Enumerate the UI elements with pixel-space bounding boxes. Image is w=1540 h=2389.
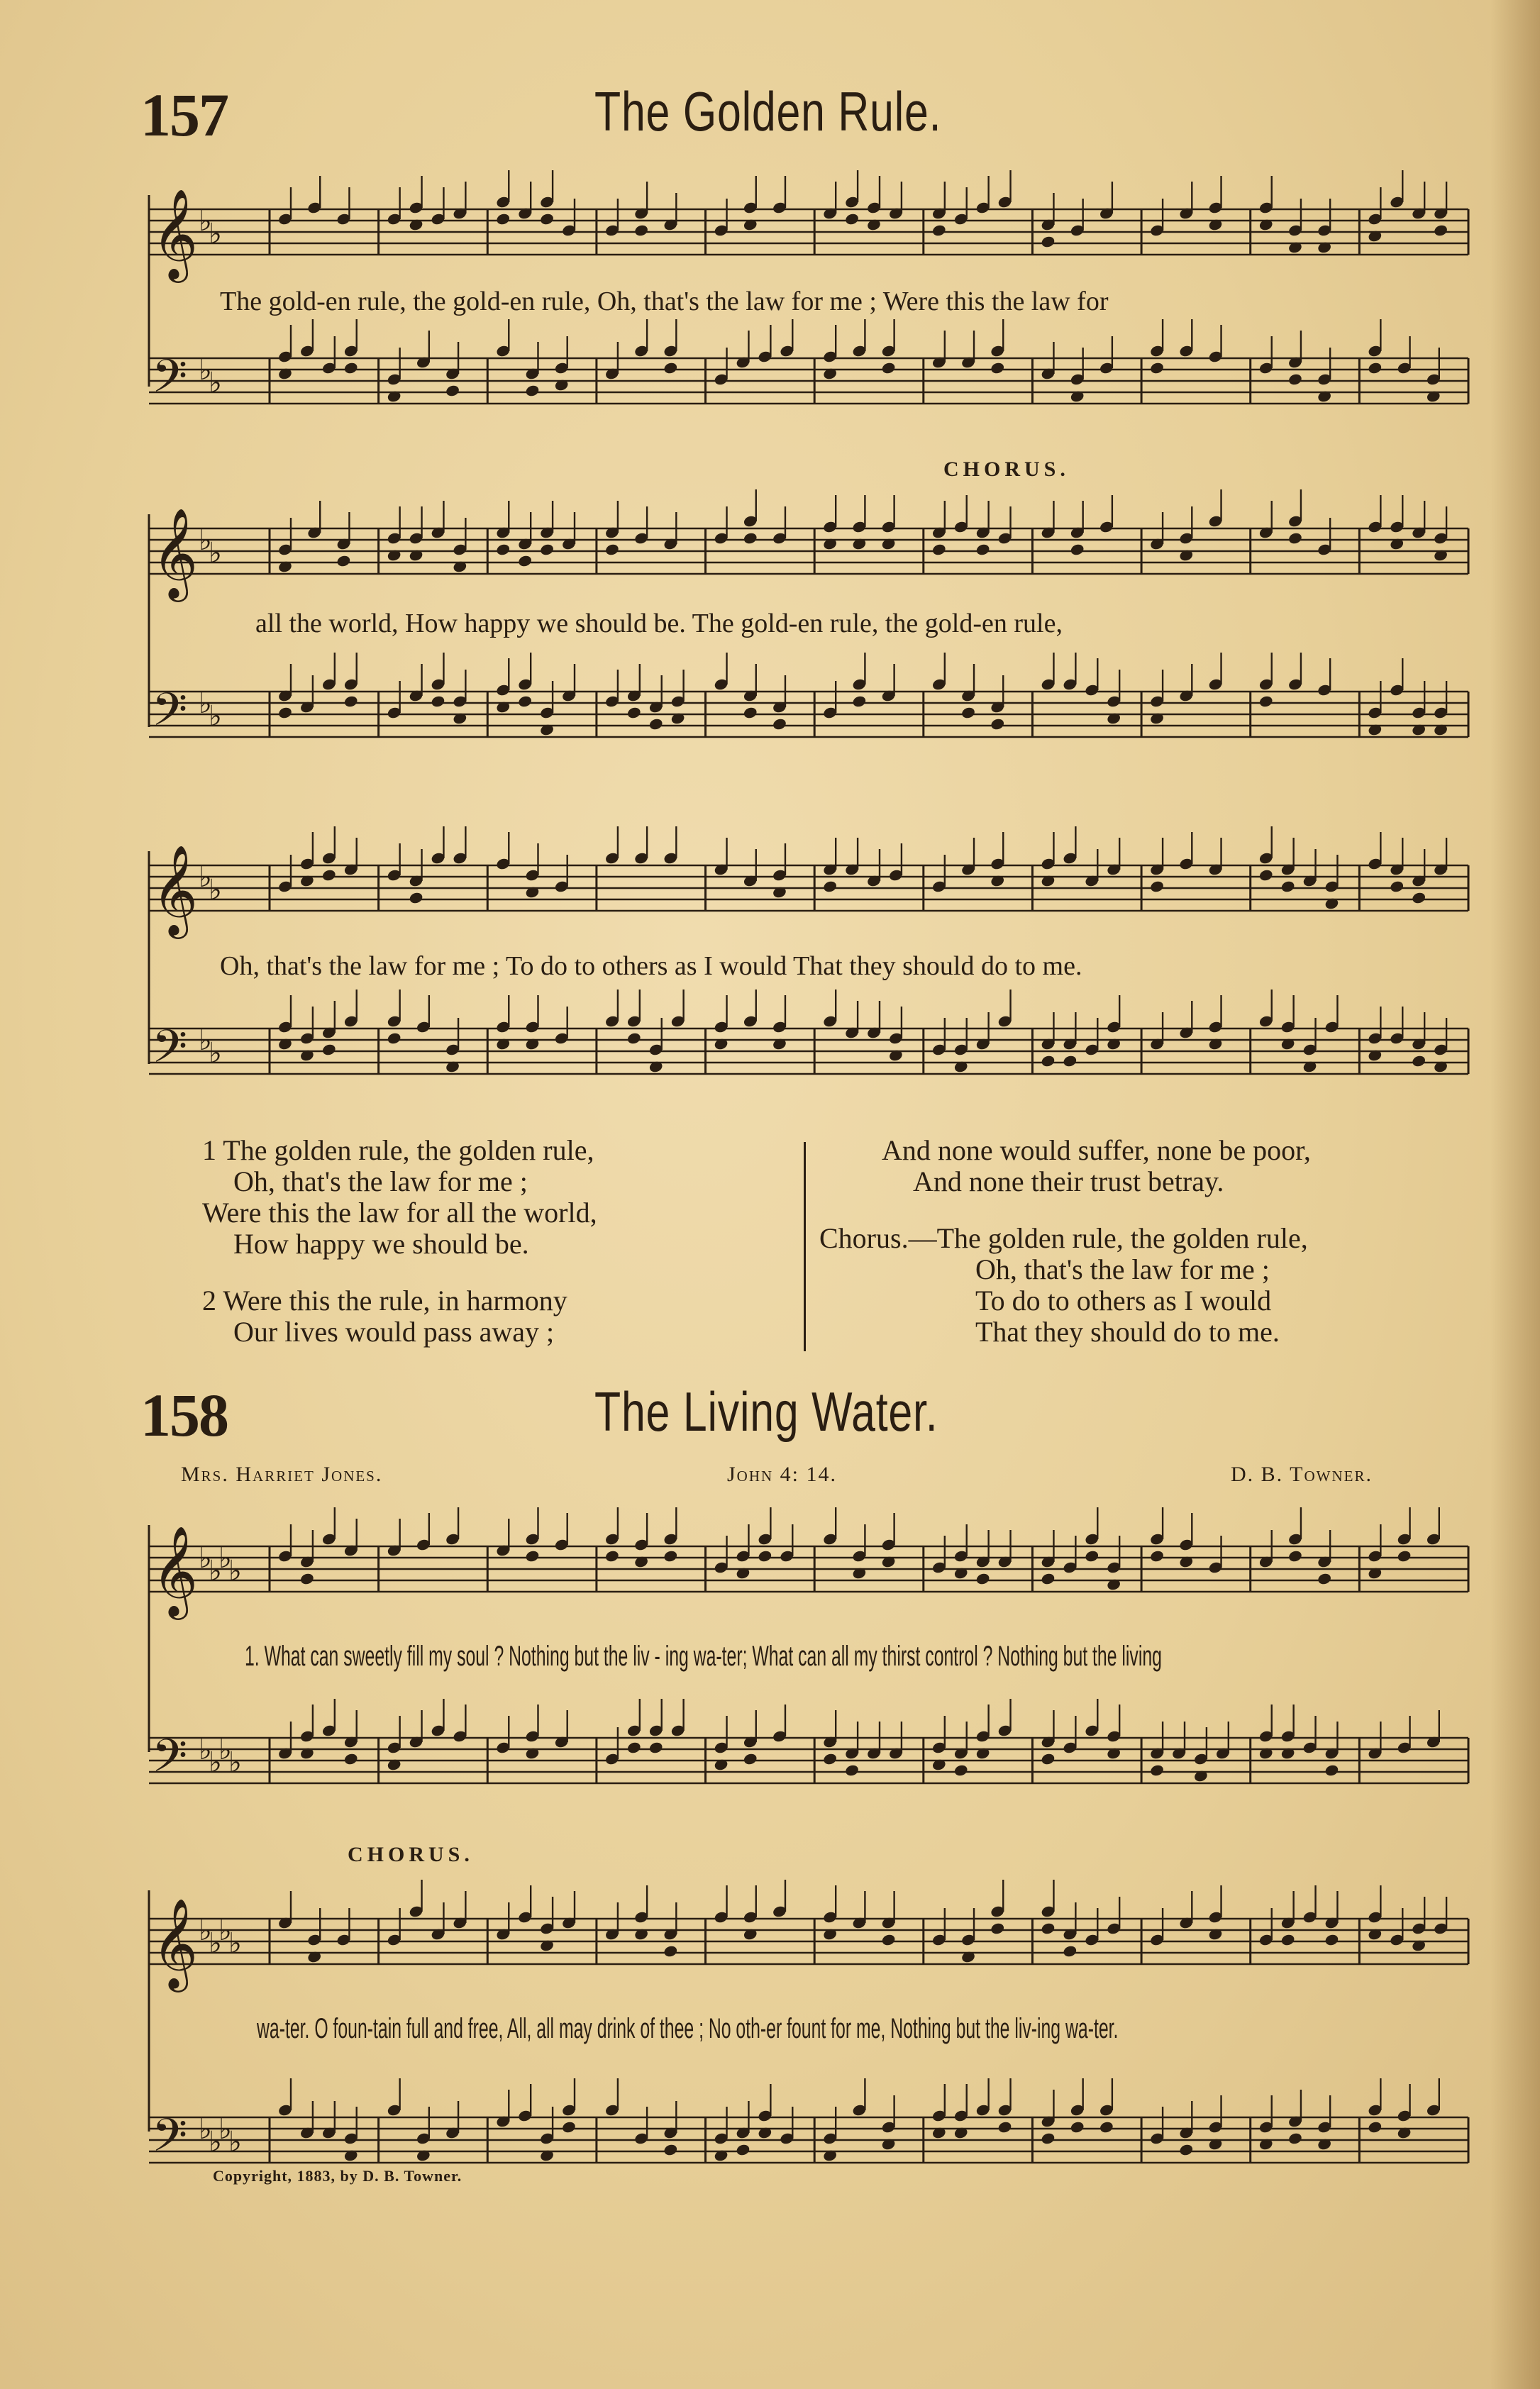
flat-sign: ♭ bbox=[199, 205, 212, 238]
note-head bbox=[1041, 1572, 1056, 1585]
note-head bbox=[1287, 372, 1303, 386]
note-head bbox=[633, 223, 649, 237]
lyrics-line: 1. What can sweetly fill my soul ? Nothing but the liv - ing wa-ter; What can all my thirst control ? Nothing but the living bbox=[245, 1641, 1162, 1672]
note-head bbox=[539, 543, 555, 556]
note-head bbox=[663, 1944, 678, 1958]
note-head bbox=[1041, 1922, 1056, 1935]
treble-clef: 𝄞 bbox=[152, 507, 199, 598]
bass-clef: 𝄢 bbox=[152, 1021, 188, 1085]
flat-sign: ♭ bbox=[209, 874, 222, 907]
note-head bbox=[743, 531, 758, 545]
flat-sign: ♭ bbox=[209, 1927, 222, 1960]
lyrics-line: all the world, How happy we should be. The gold-en rule, the gold-en rule, bbox=[255, 609, 1063, 638]
hymn-title: The Living Water. bbox=[594, 1380, 938, 1443]
flat-sign: ♭ bbox=[209, 1746, 222, 1779]
treble-clef: 𝄞 bbox=[152, 188, 199, 279]
copyright-notice: Copyright, 1883, by D. B. Towner. bbox=[213, 2167, 462, 2185]
note-head bbox=[1041, 235, 1056, 248]
lyrics-line: wa-ter. O foun-tain full and free, All, all may drink of thee ; No oth-er fount for me, Nothing but the liv-ing wa-ter. bbox=[257, 2013, 1119, 2044]
note-head bbox=[525, 1549, 541, 1563]
note-head bbox=[321, 868, 337, 882]
note-head bbox=[277, 706, 293, 719]
note-head bbox=[931, 543, 947, 556]
flat-sign: ♭ bbox=[218, 1734, 232, 1766]
note-head bbox=[1397, 1549, 1412, 1563]
note-head bbox=[852, 694, 868, 708]
note-head bbox=[604, 543, 620, 556]
verse-divider bbox=[804, 1142, 806, 1351]
note-head bbox=[539, 212, 555, 226]
note-head bbox=[648, 717, 664, 731]
note-head bbox=[1433, 223, 1448, 237]
chorus-label: CHORUS. bbox=[348, 1843, 474, 1866]
verse-line: And none would suffer, none be poor, bbox=[882, 1134, 1311, 1166]
note-head bbox=[409, 891, 424, 904]
bass-clef: 𝄢 bbox=[152, 684, 188, 748]
flat-sign: ♭ bbox=[209, 1555, 222, 1587]
treble-staff bbox=[149, 1880, 1468, 1992]
note-head bbox=[1063, 1944, 1078, 1958]
note-head bbox=[336, 554, 352, 567]
note-head bbox=[990, 1922, 1005, 1935]
flat-sign: ♭ bbox=[209, 2126, 222, 2158]
verse-line: 2 Were this the rule, in harmony bbox=[202, 1285, 567, 1317]
note-head bbox=[1149, 1549, 1165, 1563]
verse-text-left bbox=[202, 1135, 597, 1348]
note-head bbox=[758, 1549, 773, 1563]
hymn-number: 157 bbox=[140, 81, 228, 149]
note-head bbox=[604, 1549, 620, 1563]
flat-sign: ♭ bbox=[199, 524, 212, 557]
note-head bbox=[990, 361, 1005, 375]
verse-line: How happy we should be. bbox=[233, 1228, 529, 1260]
hymn-number: 158 bbox=[140, 1381, 228, 1449]
lyrics-line: The gold-en rule, the gold-en rule, Oh, that's the law for me ; Were this the law for bbox=[220, 287, 1109, 316]
note-head bbox=[1041, 2132, 1056, 2145]
page-edge-shadow bbox=[1490, 0, 1540, 2389]
note-head bbox=[1149, 1763, 1165, 1777]
note-head bbox=[1411, 891, 1427, 904]
composer-credit: D. B. Towner. bbox=[1231, 1463, 1373, 1486]
note-head bbox=[990, 717, 1005, 731]
flat-sign: ♭ bbox=[209, 1037, 222, 1070]
note-head bbox=[1324, 1763, 1340, 1777]
note-head bbox=[1258, 868, 1274, 882]
note-head bbox=[517, 554, 533, 567]
bass-clef: 𝄢 bbox=[152, 1730, 188, 1794]
note-head bbox=[387, 1031, 402, 1045]
note-head bbox=[1287, 531, 1303, 545]
bass-clef: 𝄢 bbox=[152, 350, 188, 414]
flat-sign: ♭ bbox=[209, 367, 222, 399]
note-head bbox=[517, 694, 533, 708]
scripture-reference: John 4: 14. bbox=[727, 1463, 838, 1486]
bass-staff bbox=[149, 1699, 1468, 1794]
note-head bbox=[1389, 880, 1405, 893]
note-head bbox=[881, 1933, 897, 1946]
note-head bbox=[343, 694, 359, 708]
note-head bbox=[822, 880, 838, 893]
note-head bbox=[1149, 361, 1165, 375]
note-head bbox=[1368, 361, 1383, 375]
flat-sign: ♭ bbox=[228, 1555, 242, 1587]
note-head bbox=[960, 706, 976, 719]
note-head bbox=[1287, 2132, 1303, 2145]
note-head bbox=[343, 1752, 359, 1766]
note-head bbox=[743, 706, 758, 719]
note-head bbox=[663, 361, 678, 375]
note-head bbox=[495, 212, 511, 226]
bass-clef: 𝄢 bbox=[152, 2110, 188, 2173]
note-head bbox=[1280, 880, 1296, 893]
note-head bbox=[343, 361, 359, 375]
note-head bbox=[1084, 1549, 1099, 1563]
note-head bbox=[1070, 543, 1085, 556]
flat-sign: ♭ bbox=[218, 1542, 232, 1575]
treble-clef: 𝄞 bbox=[152, 1897, 199, 1988]
note-head bbox=[1258, 694, 1274, 708]
verse-line: Oh, that's the law for me ; bbox=[975, 1253, 1270, 1285]
verse-line: To do to others as I would bbox=[975, 1285, 1272, 1317]
flat-sign: ♭ bbox=[228, 2126, 242, 2158]
flat-sign: ♭ bbox=[199, 1734, 212, 1766]
note-head bbox=[772, 717, 787, 731]
note-head bbox=[663, 1549, 678, 1563]
note-head bbox=[299, 1572, 315, 1585]
hymn-title: The Golden Rule. bbox=[594, 80, 942, 143]
flat-sign: ♭ bbox=[199, 861, 212, 894]
flat-sign: ♭ bbox=[199, 354, 212, 387]
flat-sign: ♭ bbox=[218, 2113, 232, 2146]
note-head bbox=[1070, 2120, 1085, 2134]
note-head bbox=[881, 361, 897, 375]
note-head bbox=[1041, 1752, 1056, 1766]
note-head bbox=[1317, 1572, 1332, 1585]
bass-staff bbox=[149, 319, 1468, 414]
lyrics-line: Oh, that's the law for me ; To do to others as I would That they should do to me. bbox=[220, 951, 1082, 981]
note-head bbox=[626, 1031, 642, 1045]
treble-clef: 𝄞 bbox=[152, 844, 199, 935]
flat-sign: ♭ bbox=[199, 1914, 212, 1947]
treble-staff bbox=[149, 826, 1468, 939]
verse-text-right bbox=[819, 1135, 1311, 1348]
verse-line: Our lives would pass away ; bbox=[233, 1316, 555, 1348]
note-head bbox=[844, 212, 860, 226]
note-head bbox=[431, 694, 446, 708]
note-head bbox=[1041, 1054, 1056, 1068]
flat-sign: ♭ bbox=[209, 218, 222, 250]
note-head bbox=[1411, 1054, 1427, 1068]
verse-line: Chorus.—The golden rule, the golden rule, bbox=[819, 1222, 1308, 1254]
note-head bbox=[975, 1572, 991, 1585]
flat-sign: ♭ bbox=[218, 1914, 232, 1947]
verse-line: And none their trust betray. bbox=[913, 1165, 1224, 1197]
verse-line: Were this the law for all the world, bbox=[202, 1197, 597, 1229]
note-head bbox=[1178, 2143, 1194, 2156]
flat-sign: ♭ bbox=[209, 537, 222, 570]
treble-staff bbox=[149, 489, 1468, 602]
note-head bbox=[495, 543, 511, 556]
treble-staff bbox=[149, 1507, 1468, 1620]
note-head bbox=[525, 384, 541, 397]
note-head bbox=[931, 223, 947, 237]
note-head bbox=[1368, 2120, 1383, 2134]
author-credit: Mrs. Harriet Jones. bbox=[181, 1463, 383, 1486]
flat-sign: ♭ bbox=[199, 2113, 212, 2146]
verse-line: That they should do to me. bbox=[975, 1316, 1280, 1348]
verse-line: Oh, that's the law for me ; bbox=[233, 1165, 528, 1197]
note-head bbox=[663, 2143, 678, 2156]
note-head bbox=[1324, 1933, 1340, 1946]
flat-sign: ♭ bbox=[228, 1927, 242, 1960]
note-head bbox=[626, 706, 642, 719]
treble-staff bbox=[149, 170, 1468, 283]
note-head bbox=[1287, 1549, 1303, 1563]
note-head bbox=[1099, 2120, 1114, 2134]
note-head bbox=[953, 1763, 969, 1777]
flat-sign: ♭ bbox=[209, 700, 222, 733]
flat-sign: ♭ bbox=[199, 1542, 212, 1575]
note-head bbox=[1280, 1933, 1296, 1946]
note-head bbox=[1063, 1054, 1078, 1068]
note-head bbox=[997, 2120, 1013, 2134]
note-head bbox=[822, 1752, 838, 1766]
flat-sign: ♭ bbox=[199, 687, 212, 720]
note-head bbox=[445, 384, 460, 397]
flat-sign: ♭ bbox=[228, 1746, 242, 1779]
note-head bbox=[648, 1741, 664, 1754]
treble-clef: 𝄞 bbox=[152, 1525, 199, 1616]
note-head bbox=[626, 1741, 642, 1754]
note-head bbox=[561, 2120, 577, 2134]
note-head bbox=[736, 2143, 751, 2156]
bass-staff bbox=[149, 990, 1468, 1085]
note-head bbox=[844, 1763, 860, 1777]
note-head bbox=[743, 1752, 758, 1766]
note-head bbox=[1149, 880, 1165, 893]
flat-sign: ♭ bbox=[199, 1024, 212, 1057]
verse-line: 1 The golden rule, the golden rule, bbox=[202, 1134, 594, 1166]
bass-staff bbox=[149, 653, 1468, 748]
note-head bbox=[321, 1043, 337, 1056]
note-head bbox=[975, 543, 991, 556]
bass-staff bbox=[149, 2078, 1468, 2173]
chorus-label: CHORUS. bbox=[943, 458, 1070, 481]
